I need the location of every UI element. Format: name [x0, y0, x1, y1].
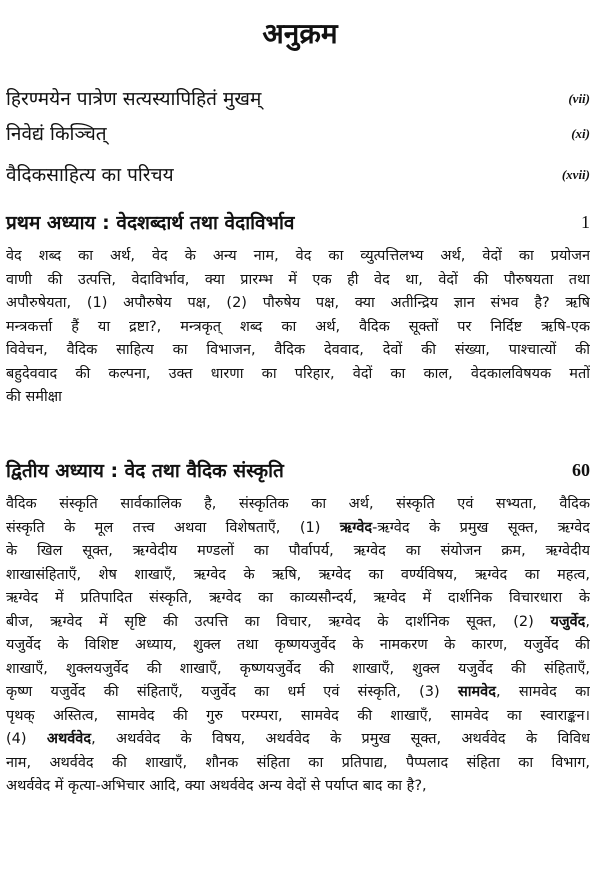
front-matter-page: (xvii)	[561, 167, 590, 182]
summary-text: पृथक् अस्तित्व, सामवेद की गुरु परम्परा, सामवेद की शाखाएँ, सामवेद का स्वाराङ्कन।	[6, 707, 590, 724]
summary-line	[6, 316, 590, 340]
veda-name: अथर्ववेद	[46, 731, 92, 747]
summary-line	[6, 245, 590, 269]
summary-text: ,	[585, 613, 590, 630]
summary-line	[6, 540, 590, 564]
summary-line	[6, 363, 590, 387]
summary-line	[6, 493, 590, 517]
summary-text: वैदिक संस्कृति सार्वकालिक है, संस्कृतिक का अर्थ, संस्कृति एवं सभ्यता, वैदिक	[6, 496, 590, 512]
summary-text: यजुर्वेद के विशिष्ट अध्याय, शुक्ल तथा कृष्णयजुर्वेद के नामकरण के कारण, यजुर्वेद की	[6, 637, 590, 653]
veda-name: यजुर्वेद	[550, 613, 586, 630]
summary-text: अपौरुषेयता, (1) अपौरुषेय पक्ष, (2) पौरुषेय पक्ष, क्या अतीन्द्रिय ज्ञान संभव है? ऋषि	[6, 295, 590, 311]
chapter-1-heading[interactable]	[6, 207, 590, 237]
summary-text: शाखासंहिताएँ, शेष शाखाएँ, ऋग्वेद के ऋषि, ऋग्वेद का वर्ण्यविषय, ऋग्वेद का महत्व,	[6, 566, 590, 583]
summary-text: नाम, अथर्ववेद की शाखाएँ, शौनक संहिता का प्रतिपाद्य, पैप्पलाद संहिता का विभाग,	[6, 754, 590, 771]
summary-line	[6, 292, 590, 316]
chapter-2-summary	[6, 493, 590, 799]
summary-line	[6, 752, 590, 776]
front-matter-label: वैदिकसाहित्य का परिचय	[6, 164, 174, 186]
front-matter-page: (vii)	[568, 91, 590, 106]
chapter-title: प्रथम अध्याय : वेदशब्दार्थ तथा वेदाविर्भाव	[6, 212, 295, 234]
front-matter-label: निवेद्यं किञ्चित्	[6, 123, 107, 145]
summary-line	[6, 269, 590, 293]
summary-text: की समीक्षा	[6, 389, 62, 405]
summary-text: अथर्ववेद में कृत्या-अभिचार आदि, क्या अथर्ववेद अन्य वेदों से पर्याप्त बाद का है?,	[6, 778, 427, 794]
summary-text: बीज, ऋग्वेद में सृष्टि की उत्पत्ति का विचार, ऋग्वेद के दार्शनिक सूक्त, (2)	[6, 613, 551, 630]
chapter-2-heading[interactable]	[6, 455, 590, 485]
front-matter-row[interactable]	[6, 160, 590, 190]
summary-text: , अथर्ववेद के विषय, अथर्ववेद के प्रमुख सूक्त, अथर्ववेद के विविध	[91, 731, 590, 747]
summary-line	[6, 587, 590, 611]
summary-line	[6, 517, 590, 541]
summary-line	[6, 634, 590, 658]
chapter-title: द्वितीय अध्याय : वेद तथा वैदिक संस्कृति	[6, 460, 284, 482]
chapter-page-number: 1	[581, 211, 590, 232]
summary-text: ऋग्वेद में प्रतिपादित संस्कृति, ऋग्वेद का काव्यसौन्दर्य, ऋग्वेद में दार्शनिक विचारधारा के	[6, 590, 590, 606]
summary-text: शाखाएँ, शुक्लयजुर्वेद की शाखाएँ, कृष्णयजुर्वेद की शाखाएँ, शुक्ल यजुर्वेद की संहिताएँ,	[6, 660, 590, 677]
summary-text: -ऋग्वेद के प्रमुख सूक्त, ऋग्वेद	[372, 519, 590, 536]
summary-line	[6, 339, 590, 363]
front-matter-row[interactable]	[6, 119, 590, 149]
summary-text: कृष्ण यजुर्वेद की संहिताएँ, यजुर्वेद का धर्म एवं संस्कृति, (3)	[6, 684, 458, 700]
summary-text: वेद शब्द का अर्थ, वेद के अन्य नाम, वेद का व्युत्पत्तिलभ्य अर्थ, वेदों का प्रयोजन	[6, 248, 590, 264]
summary-text: वाणी की उत्पत्ति, वेदाविर्भाव, क्या प्रारम्भ में एक ही वेद था, वेदों की पौरुषयता तथा	[6, 271, 590, 288]
summary-text: मन्त्रकर्त्ता हैं या द्रष्टा?, मन्त्रकृत् शब्द का अर्थ, वैदिक सूक्तों पर निर्दिष्ट ऋषि-एक	[6, 318, 590, 335]
summary-text: के खिल सूक्त, ऋग्वेदीय मण्डलों का पौर्वापर्य, ऋग्वेद का संयोजन क्रम, ऋग्वेदीय	[6, 543, 590, 559]
summary-line	[6, 658, 590, 682]
summary-line	[6, 705, 590, 729]
summary-line	[6, 681, 590, 705]
front-matter-page: (xi)	[571, 126, 590, 141]
summary-text: संस्कृति के मूल तत्त्व अथवा विशेषताएँ, (1)	[6, 519, 340, 536]
veda-name: सामवेद	[457, 684, 496, 700]
chapter-page-number: 60	[572, 459, 590, 480]
summary-line	[6, 728, 590, 752]
summary-text: , सामवेद का	[495, 684, 590, 700]
summary-text: बहुदेववाद की कल्पना, उक्त धारणा का परिहार, वेदों का काल, वेदकालविषयक मतों	[6, 365, 590, 382]
front-matter-label: हिरण्मयेन पात्रेण सत्यस्यापिहितं मुखम्	[6, 88, 262, 110]
summary-text: (4)	[6, 731, 47, 747]
page-title: अनुक्रम	[262, 17, 338, 50]
summary-line	[6, 386, 590, 410]
front-matter-row[interactable]	[6, 84, 590, 114]
summary-line	[6, 564, 590, 588]
chapter-1-summary	[6, 245, 590, 410]
summary-line	[6, 611, 590, 635]
summary-text: विवेचन, वैदिक साहित्य का विभाजन, वैदिक देववाद, देवों की संख्या, पाश्चात्यों की	[6, 342, 590, 358]
veda-name: ऋग्वेद	[339, 519, 373, 536]
summary-line	[6, 775, 590, 799]
